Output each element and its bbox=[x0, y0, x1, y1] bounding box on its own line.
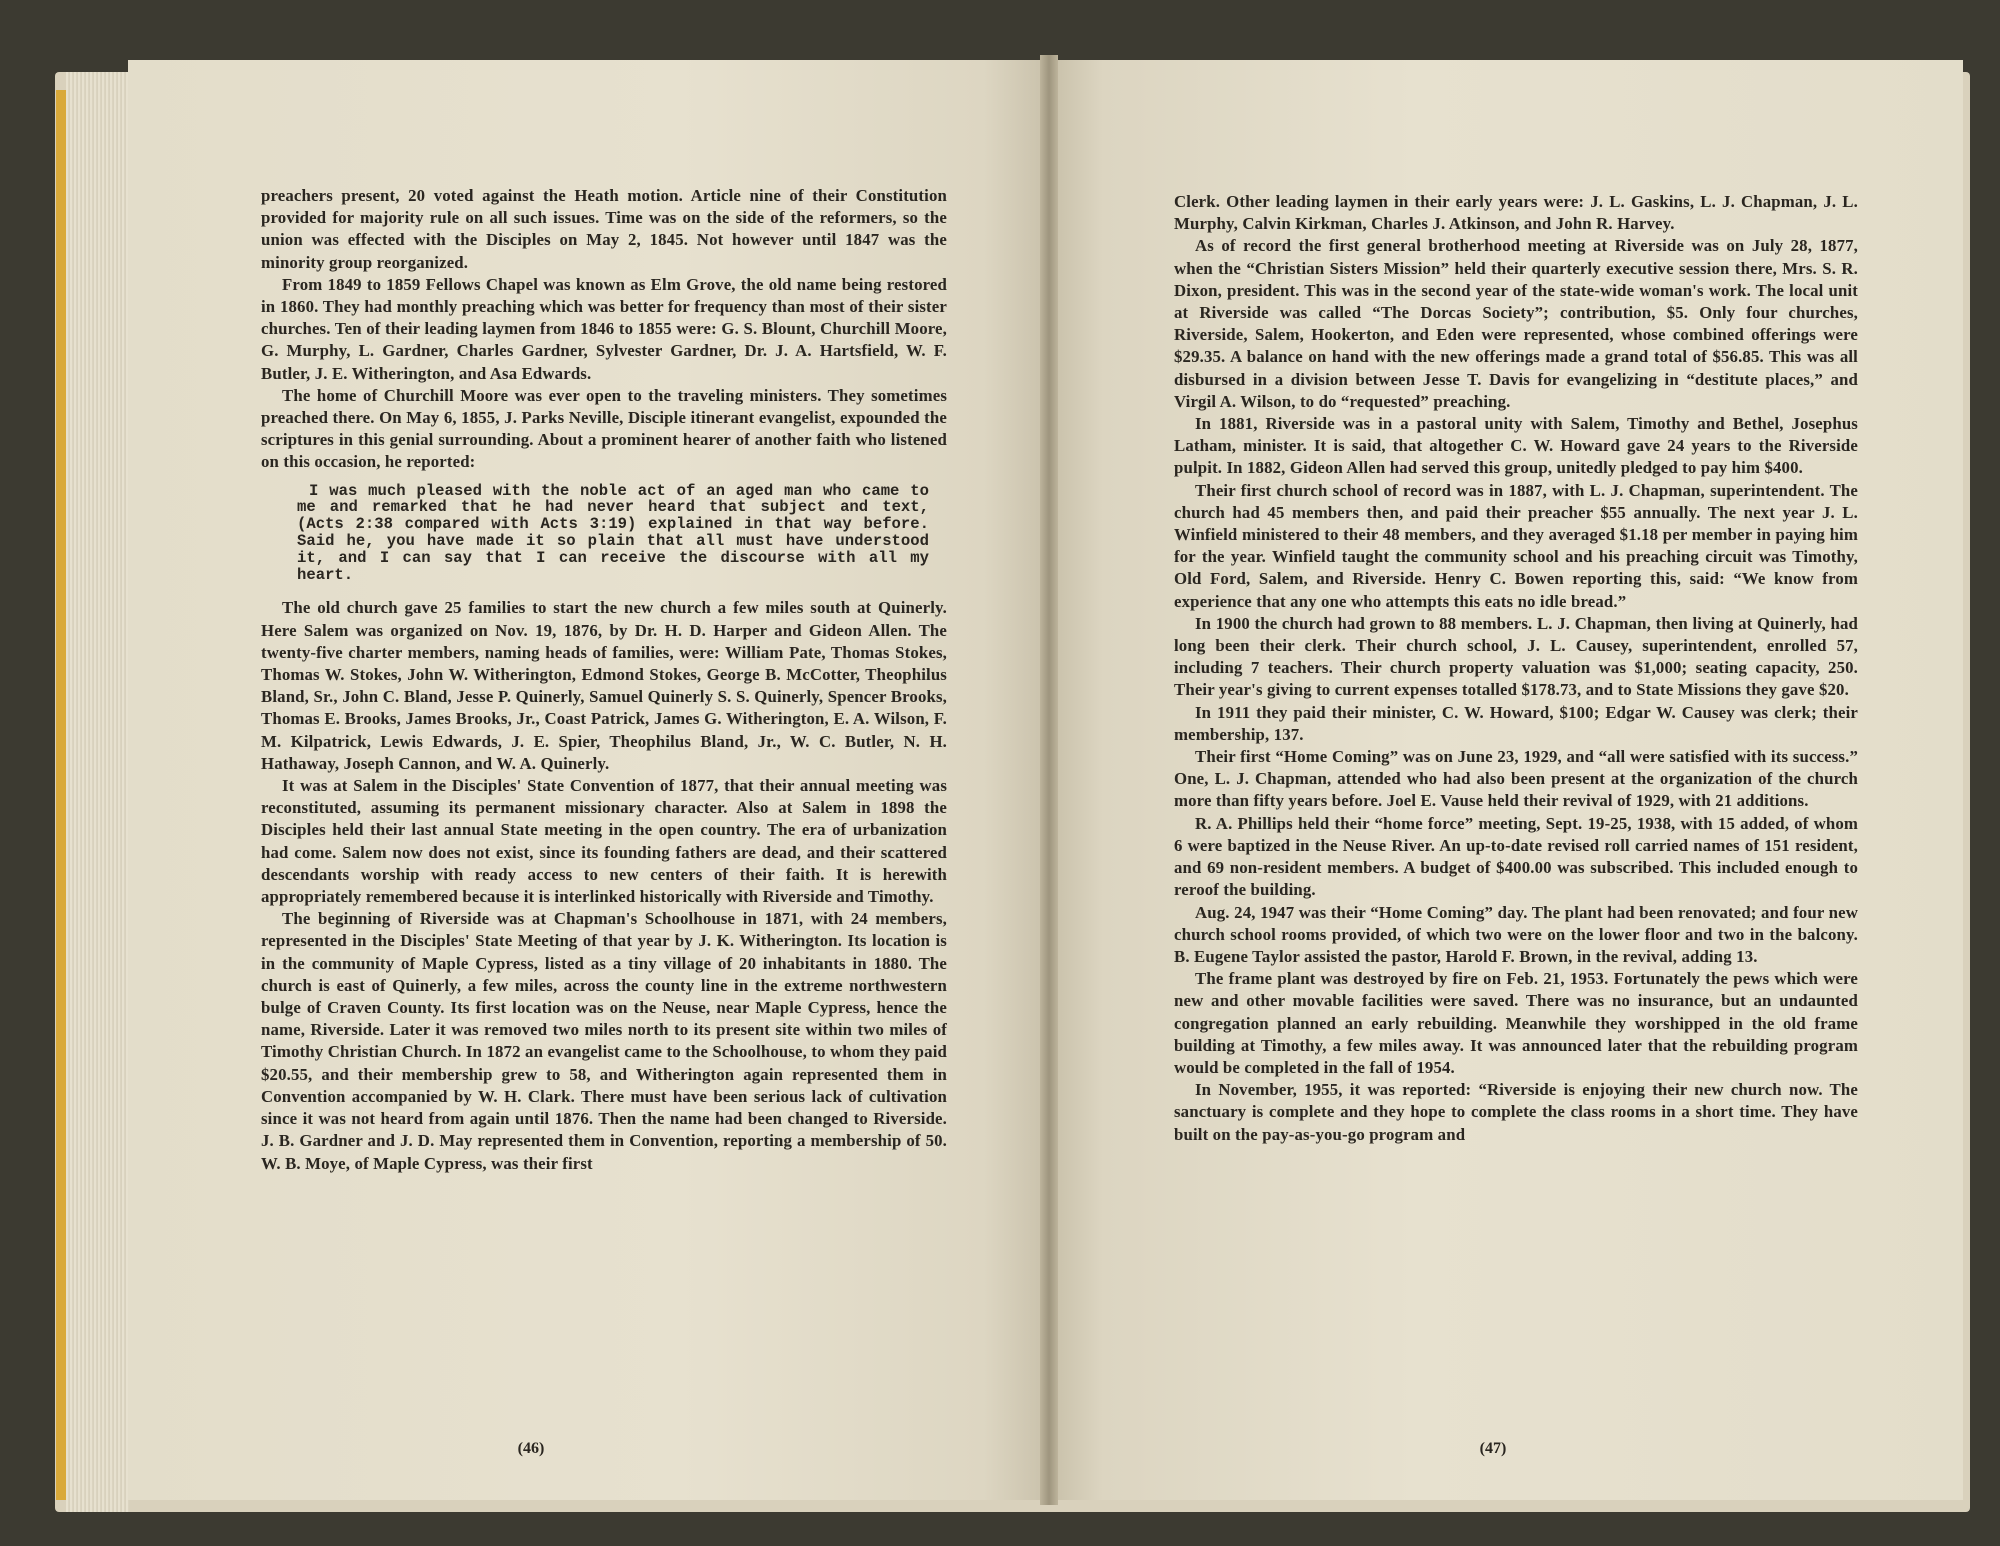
left-page-text bbox=[261, 185, 947, 1175]
paragraph: Clerk. Other leading laymen in their early years were: J. L. Gaskins, L. J. Chapman, J. L. Murphy, Calvin Kirkman, Charles J. Atkinson, and John R. Harvey. bbox=[1174, 192, 1858, 234]
paragraph: Aug. 24, 1947 was their “Home Coming” day. The plant had been renovated; and four new church school rooms provided, of which two were on the lower floor and two in the balcony. B. Eugene Taylor assisted the pastor, Harold F. Brown, in the revival, adding 13. bbox=[1174, 902, 1858, 966]
block-quote-text: I was much pleased with the noble act of an aged man who came to me and remarked that he had never heard that subject and text, (Acts 2:38 compared with Acts 3:19) explained in that way before. Said he, you have made it so plain that all must have understood it, and I can say that I can receive the discourse with all my heart. bbox=[297, 481, 929, 584]
page-number: (46) bbox=[517, 1440, 545, 1457]
paragraph: The old church gave 25 families to start the new church a few miles south at Quinerly. Here Salem was organized on Nov. 19, 1876, by Dr. H. D. Harper and Gideon Allen. The twenty-five charter members, naming heads of families, were: William Pate, Thomas Stokes, Thomas W. Stokes, John W. Witherington, Edmond Stokes, George B. McCotter, Theophilus Bland, Sr., John C. Bland, Jesse P. Quinerly, Samuel Quinerly S. S. Quinerly, Spencer Brooks, Thomas E. Brooks, James Brooks, Jr., Coast Patrick, James G. Witherington, E. A. Wilson, F. M. Kilpatrick, Lewis Edwards, J. E. Spier, Theophilus Bland, Jr., W. C. Butler, N. H. Hathaway, Joseph Cannon, and W. A. Quinerly. bbox=[261, 598, 947, 773]
paragraph: R. A. Phillips held their “home force” meeting, Sept. 19-25, 1938, with 15 added, of whom 6 were baptized in the Neuse River. An up-to-date revised roll carried names of 151 resident, and 69 non-resident members. A budget of $400.00 was subscribed. This included enough to reroof the building. bbox=[1174, 813, 1858, 900]
block-quote bbox=[297, 483, 929, 584]
paragraph: preachers present, 20 voted against the Heath motion. Article nine of their Constitution provided for majority rule on all such issues. Time was on the side of the reformers, so the union was effected with the Disciples on May 2, 1845. Not however until 1847 was the minority group reorganized. bbox=[261, 186, 947, 272]
paragraph: The beginning of Riverside was at Chapman's Schoolhouse in 1871, with 24 members, represented in the Disciples' State Meeting of that year by J. K. Witherington. Its location is in the community of Maple Cypress, listed as a tiny village of 20 inhabitants in 1880. The church is east of Quinerly, a few miles, across the county line in the extreme northwestern bulge of Craven County. Its first location was on the Neuse, near Maple Cypress, hence the name, Riverside. Later it was removed two miles north to its present site within two miles of Timothy Christian Church. In 1872 an evangelist came to the Schoolhouse, to whom they paid $20.55, and their membership grew to 58, and Witherington again represented them in Convention accompanied by W. H. Clark. There must have been serious lack of cultivation since it was not heard from again until 1876. Then the name had been changed to Riverside. J. B. Gardner and J. D. May represented them in Convention, reporting a membership of 50. W. B. Moye, of Maple Cypress, was their first bbox=[261, 909, 947, 1173]
paragraph: Their first “Home Coming” was on June 23, 1929, and “all were satisfied with its success.” One, L. J. Chapman, attended who had also been present at the organization of the church more than fifty years before. Joel E. Vause held their revival of 1929, with 21 additions. bbox=[1174, 747, 1858, 811]
paragraph: In November, 1955, it was reported: “Riverside is enjoying their new church now. The sanctuary is complete and they hope to complete the class rooms in a short time. They have built on the pay-as-you-go program and bbox=[1174, 1080, 1858, 1144]
paragraph: The frame plant was destroyed by fire on Feb. 21, 1953. Fortunately the pews which were new and other movable facilities were saved. There was no insurance, but an undaunted congregation planned an early rebuilding. Meanwhile they worshipped in the old frame building at Timothy, a few miles away. It was announced later that the rebuilding program would be completed in the fall of 1954. bbox=[1174, 969, 1858, 1077]
page-stack-edge bbox=[66, 72, 130, 1512]
paragraph: In 1900 the church had grown to 88 members. L. J. Chapman, then living at Quinerly, had long been their clerk. Their church school, J. L. Causey, superintendent, enrolled 57, including 7 teachers. Their church property valuation was $1,000; seating capacity, 250. Their year's giving to current expenses totalled $178.73, and to State Missions they gave $20. bbox=[1174, 613, 1858, 700]
paragraph: In 1881, Riverside was in a pastoral unity with Salem, Timothy and Bethel, Josephus Latham, minister. It is said, that altogether C. W. Howard gave 24 years to the Riverside pulpit. In 1882, Gideon Allen had served this group, unitedly pledged to pay him $400. bbox=[1174, 414, 1858, 478]
page-number: (47) bbox=[1479, 1440, 1507, 1457]
right-page bbox=[1048, 60, 1963, 1500]
paragraph: The home of Churchill Moore was ever open to the traveling ministers. They sometimes preached there. On May 6, 1855, J. Parks Neville, Disciple itinerant evangelist, expounded the scriptures in this genial surrounding. About a prominent hearer of another faith who listened on this occasion, he reported: bbox=[261, 385, 947, 472]
right-page-text bbox=[1174, 191, 1858, 1146]
paragraph: In 1911 they paid their minister, C. W. Howard, $100; Edgar W. Causey was clerk; their membership, 137. bbox=[1174, 702, 1858, 744]
book-gutter bbox=[1040, 55, 1058, 1505]
left-page bbox=[128, 60, 1048, 1500]
paragraph: From 1849 to 1859 Fellows Chapel was known as Elm Grove, the old name being restored in 1860. They had monthly preaching which was better for frequency than most of their sister churches. Ten of their leading laymen from 1846 to 1855 were: G. S. Blount, Churchill Moore, G. Murphy, L. Gardner, Charles Gardner, Sylvester Gardner, Dr. J. A. Hartsfield, W. F. Butler, J. E. Witherington, and Asa Edwards. bbox=[261, 274, 947, 383]
paragraph: As of record the first general brotherhood meeting at Riverside was on July 28, 1877, when the “Christian Sisters Mission” held their quarterly executive session there, Mrs. S. R. Dixon, president. This was in the second year of the state-wide woman's work. The local unit at Riverside was called “The Dorcas Society”; contribution, $5. Only four churches, Riverside, Salem, Hookerton, and Eden were represented, whose combined offerings were $29.35. A balance on hand with the new offerings made a grand total of $56.85. This was all disbursed in a division between Jesse T. Davis for evangelizing in “destitute places,” and Virgil A. Wilson, to do “requested” preaching. bbox=[1174, 236, 1858, 411]
paragraph: Their first church school of record was in 1887, with L. J. Chapman, superintendent. The church had 45 members then, and paid their preacher $55 annually. The next year J. L. Winfield ministered to their 48 members, and they averaged $1.18 per member in paying him for the year. Winfield taught the community school and his preaching circuit was Timothy, Old Ford, Salem, and Riverside. Henry C. Bowen reporting this, said: “We know from experience that any one who attempts this eats no idle bread.” bbox=[1174, 480, 1858, 611]
paragraph: It was at Salem in the Disciples' State Convention of 1877, that their annual meeting was reconstituted, assuming its permanent missionary character. Also at Salem in 1898 the Disciples held their last annual State meeting in the open country. The era of urbanization had come. Salem now does not exist, since its founding fathers are dead, and their scattered descendants worship with ready access to new centers of their faith. It is herewith appropriately remembered because it is interlinked historically with Riverside and Timothy. bbox=[261, 776, 947, 907]
